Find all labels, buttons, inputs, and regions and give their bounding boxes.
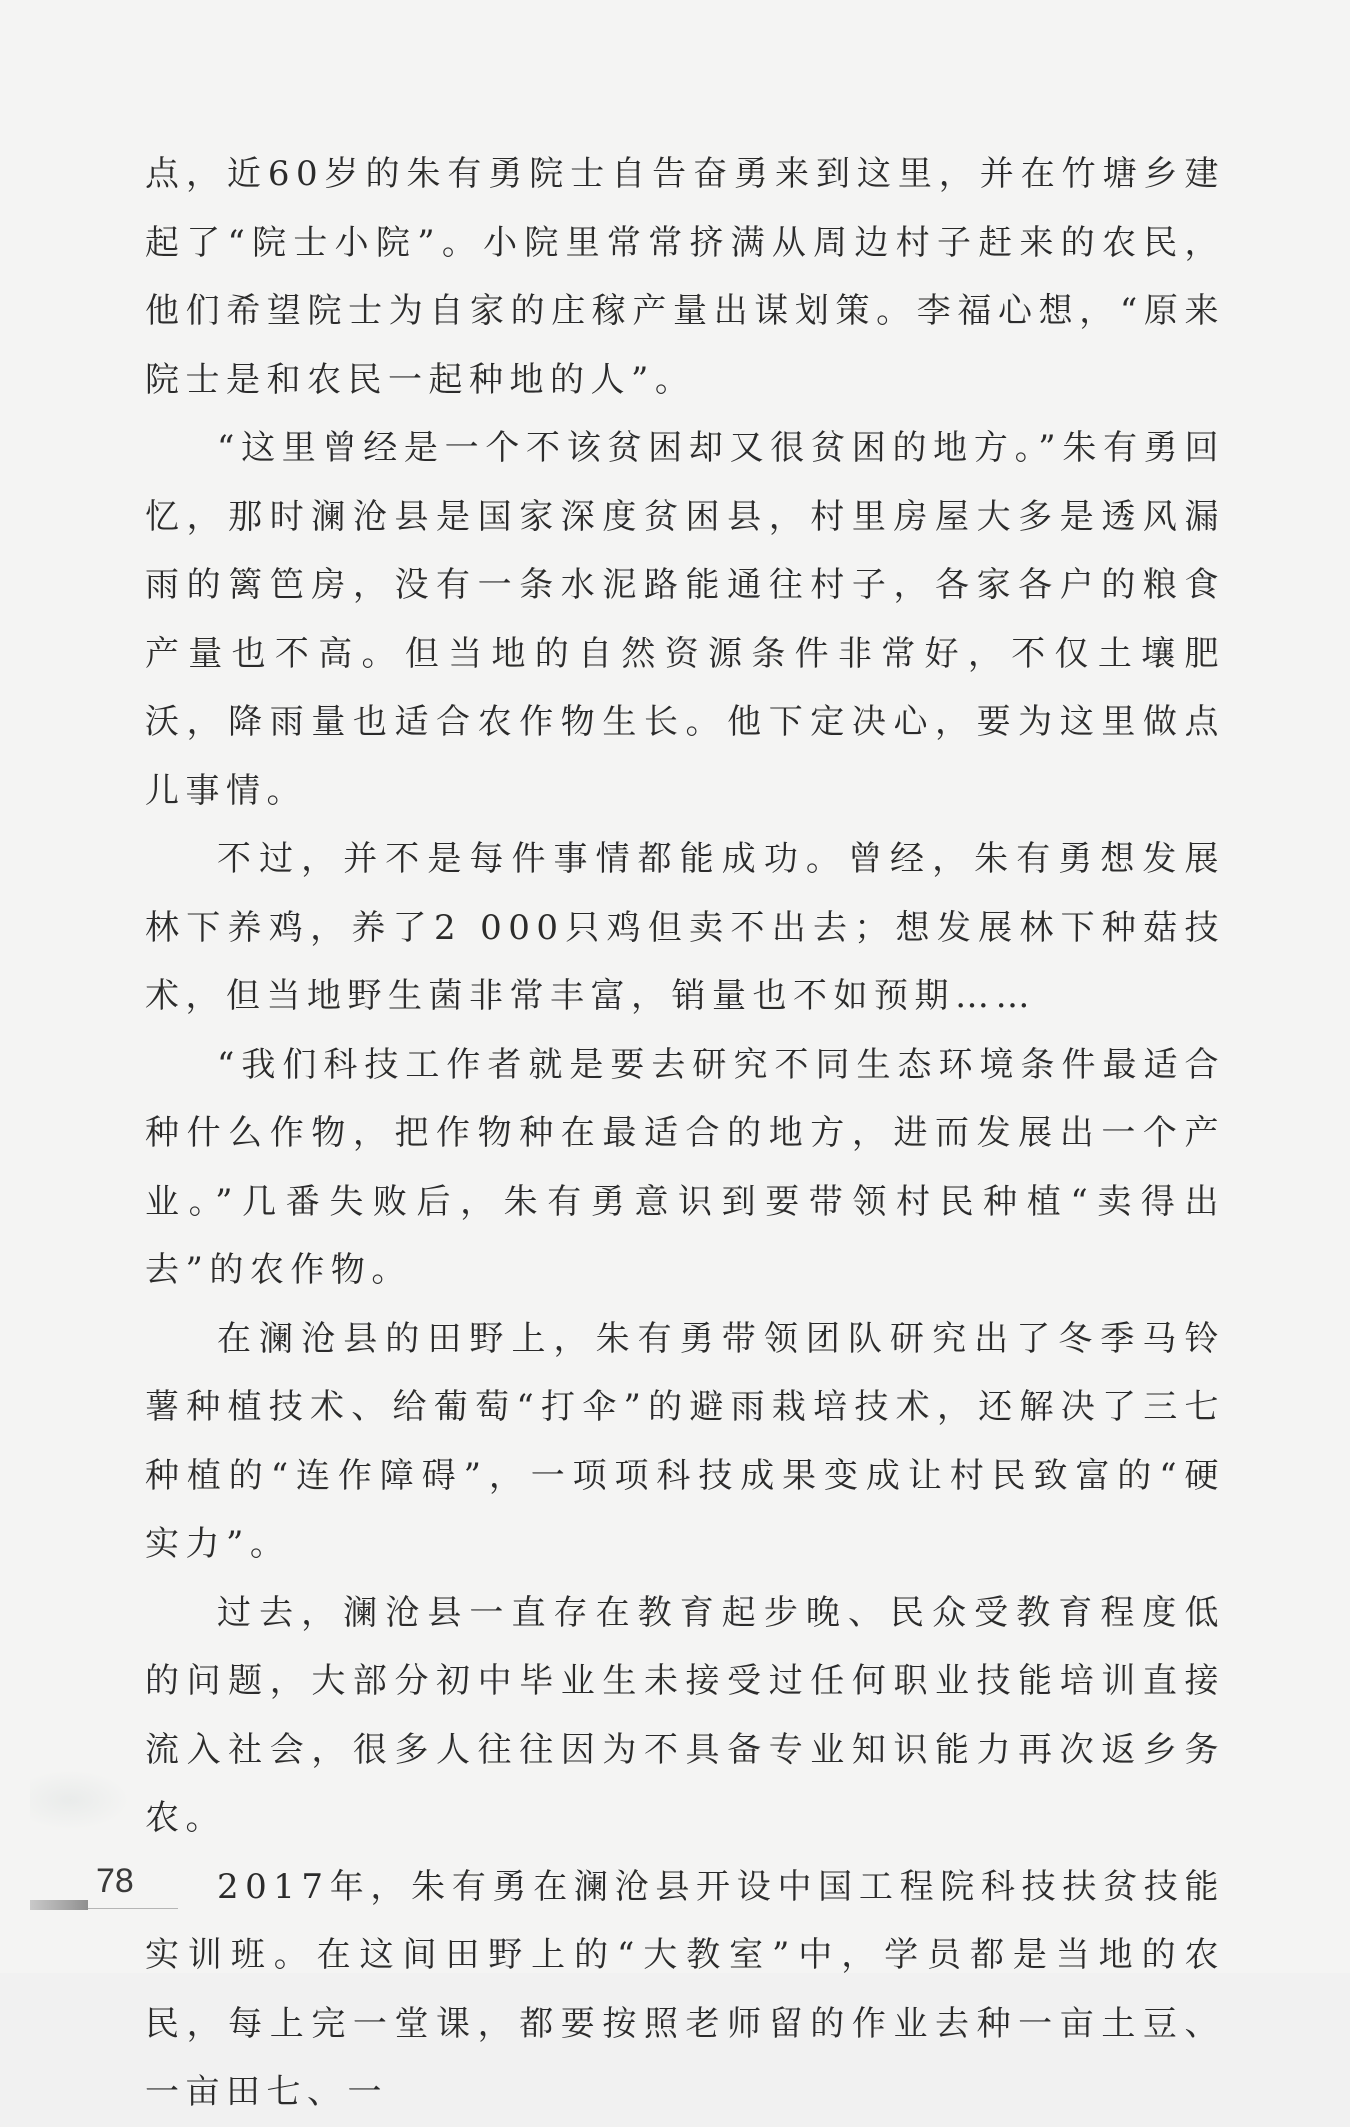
faint-watermark xyxy=(30,1770,130,1830)
paragraph-6: 过去，澜沧县一直存在教育起步晚、民众受教育程度低的问题，大部分初中毕业生未接受过任何职业技能培训直接流入社会，很多人往往因为不具备专业知识能力再次返乡务农。 xyxy=(145,1592,1225,1838)
page-number: 78 xyxy=(96,1862,134,1900)
paragraph-7: 2017年，朱有勇在澜沧县开设中国工程院科技扶贫技能实训班。在这间田野上的“大教室”中，学员都是当地的农民，每上完一堂课，都要按照老师留的作业去种一亩土豆、一亩田七、一 xyxy=(145,1866,1225,2112)
footer-decorative-bar xyxy=(30,1900,88,1910)
paragraph-5: 在澜沧县的田野上，朱有勇带领团队研究出了冬季马铃薯种植技术、给葡萄“打伞”的避雨栽培技术，还解决了三七种植的“连作障碍”，一项项科技成果变成让村民致富的“硬实力”。 xyxy=(145,1318,1225,1564)
body-text xyxy=(145,140,1225,2127)
paragraph-2: “这里曾经是一个不该贫困却又很贫困的地方。”朱有勇回忆，那时澜沧县是国家深度贫困县，村里房屋大多是透风漏雨的篱笆房，没有一条水泥路能通往村子，各家各户的粮食产量也不高。但当地的自然资源条件非常好，不仅土壤肥沃，降雨量也适合农作物生长。他下定决心，要为这里做点儿事情。 xyxy=(145,428,1225,811)
page-footer xyxy=(30,1858,180,1918)
footer-rule-line xyxy=(88,1908,178,1909)
paragraph-1: 点，近60岁的朱有勇院士自告奋勇来到这里，并在竹塘乡建起了“院士小院”。小院里常常挤满从周边村子赶来的农民，他们希望院士为自家的庄稼产量出谋划策。李福心想，“原来院士是和农民一起种地的人”。 xyxy=(145,154,1225,400)
paragraph-3: 不过，并不是每件事情都能成功。曾经，朱有勇想发展林下养鸡，养了2 000只鸡但卖不出去；想发展林下种菇技术，但当地野生菌非常丰富，销量也不如预期…… xyxy=(145,839,1225,1016)
paragraph-4: “我们科技工作者就是要去研究不同生态环境条件最适合种什么作物，把作物种在最适合的地方，进而发展出一个产业。”几番失败后，朱有勇意识到要带领村民种植“卖得出去”的农作物。 xyxy=(145,1044,1225,1290)
